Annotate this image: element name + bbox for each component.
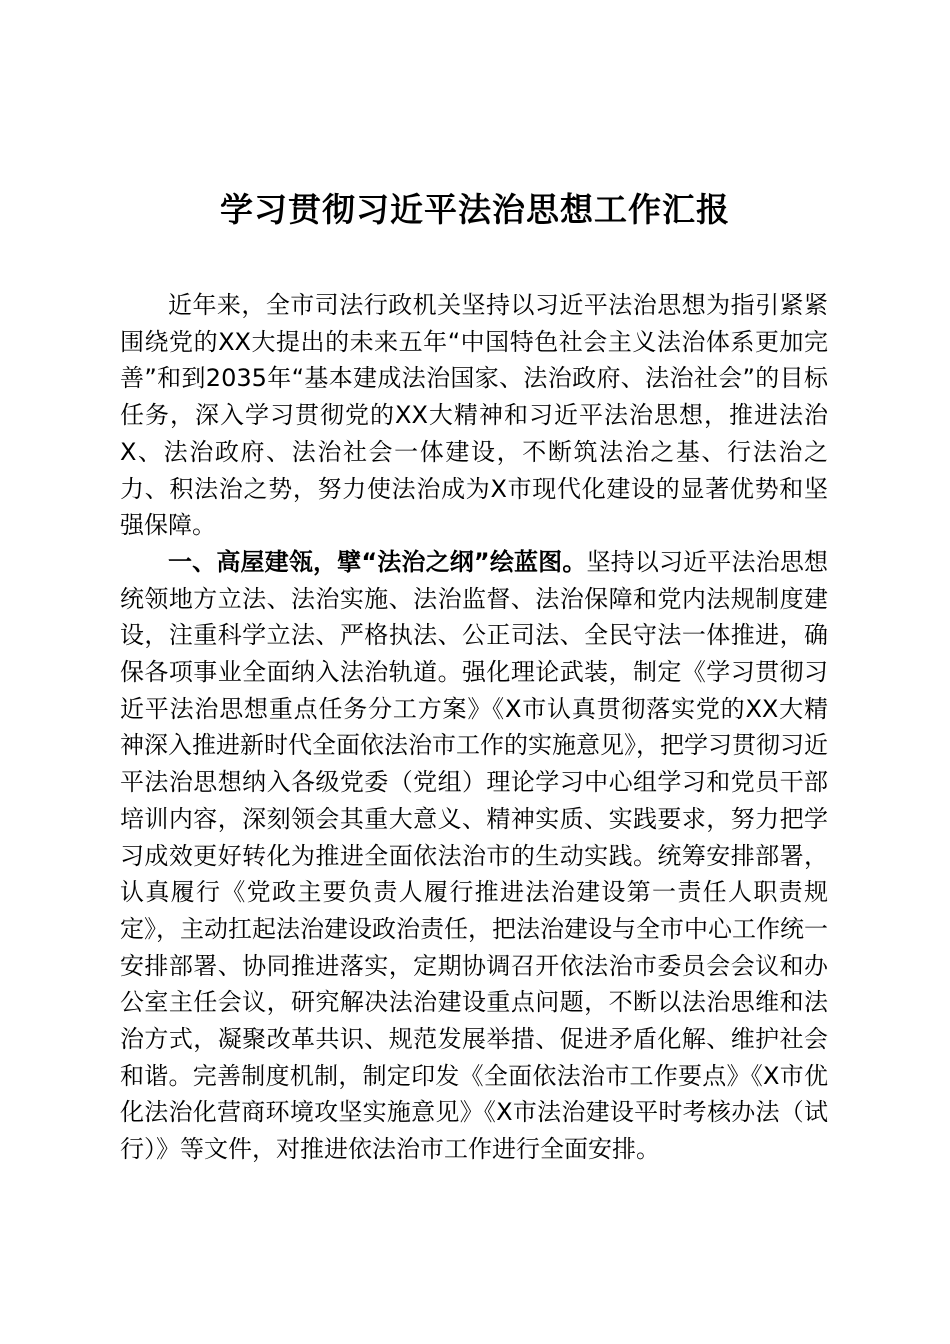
intro-paragraph [120,287,828,544]
intro-paragraph-text: 近年来，全市司法行政机关坚持以习近平法治思想为指引紧紧围绕党的XX大提出的未来五年“中国特色社会主义法治体系更加完善”和到2035年“基本建成法治国家、法治政府、法治社会”的目标任务，深入学习贯彻党的XX大精神和习近平法治思想，推进法治X、法治政府、法治社会一体建设，不断筑法治之基、行法治之力、积法治之势，努力使法治成为X市现代化建设的显著优势和坚强保障。 [120,291,828,540]
document-title: 学习贯彻习近平法治思想工作汇报 [220,190,730,229]
document-body [120,287,828,1168]
section-one-paragraph [120,544,828,1168]
section-one-heading: 一、高屋建瓴，擘“法治之纲”绘蓝图。 [168,547,587,576]
section-one-text: 坚持以习近平法治思想统领地方立法、法治实施、法治监督、法治保障和党内法规制度建设，注重科学立法、严格执法、公正司法、全民守法一体推进，确保各项事业全面纳入法治轨道。强化理论武装，制定《学习贯彻习近平法治思想重点任务分工方案》《X市认真贯彻落实党的XX大精神深入推进新时代全面依法治市工作的实施意见》，把学习贯彻习近平法治思想纳入各级党委（党组）理论学习中心组学习和党员干部培训内容，深刻领会其重大意义、精神实质、实践要求，努力把学习成效更好转化为推进全面依法治市的生动实践。统筹安排部署，认真履行《党政主要负责人履行推进法治建设第一责任人职责规定》，主动扛起法治建设政治责任，把法治建设与全市中心工作统一安排部署、协同推进落实，定期协调召开依法治市委员会会议和办公室主任会议，研究解决法治建设重点问题，不断以法治思维和法治方式，凝聚改革共识、规范发展举措、促进矛盾化解、维护社会和谐。完善制度机制，制定印发《全面依法治市工作要点》《X市优化法治化营商环境攻坚实施意见》《X市法治建设平时考核办法（试行）》等文件，对推进依法治市工作进行全面安排。 [120,547,828,1164]
